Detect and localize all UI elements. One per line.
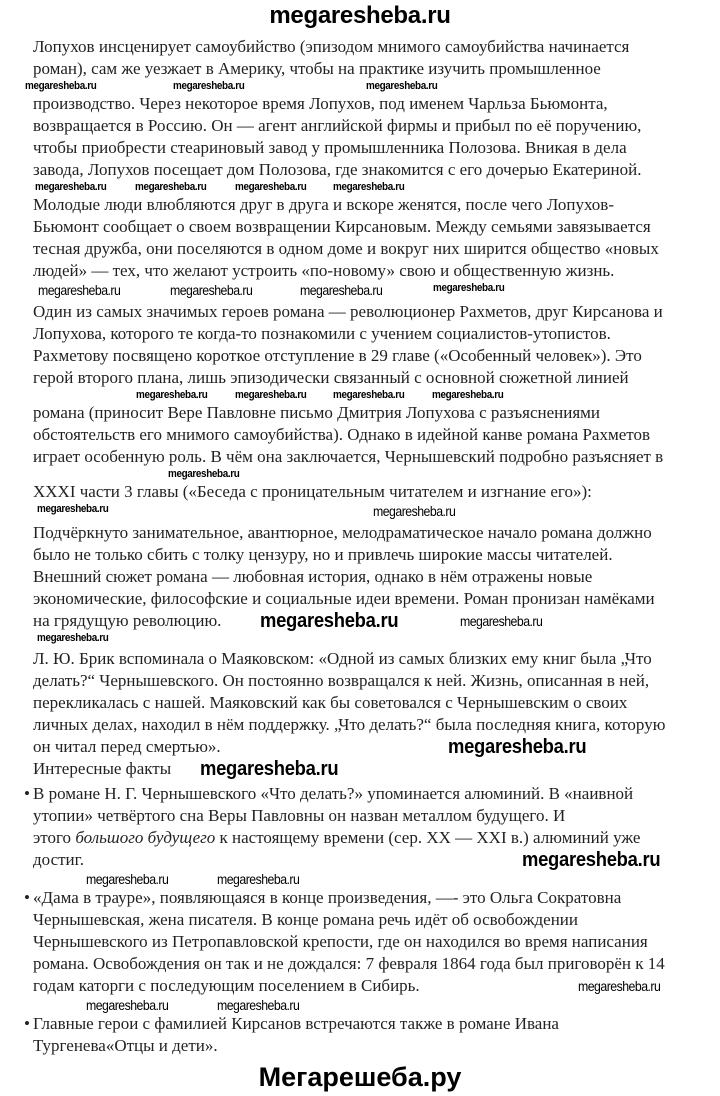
text-line: В романе Н. Г. Чернышевского «Что делать?» упоминается алюминий. В «наивной [33,784,634,803]
watermark: megaresheba.ru [35,181,107,193]
text-line: Главные герои с фамилией Кирсанов встречаются также в романе Ивана [33,1014,559,1033]
fact-item [0,1013,720,1057]
watermark: megaresheba.ru [235,181,307,193]
watermark: megaresheba.ru [432,389,504,401]
site-footer: Мегарешеба.ру [258,1062,462,1092]
watermark-row [0,389,720,402]
text-line: Тургенева«Отцы и дети». [33,1036,218,1055]
text-line: Бьюмонт сообщает о своем возвращении Кирсановым. Между семьями завязывается [33,217,651,236]
watermark: megaresheba.ru [170,282,253,298]
text-line: возвращается в Россию. Он — агент английской фирмы и прибыл по её поручению, [33,116,642,135]
watermark: megaresheba.ru [37,632,109,644]
text-line-with-bullet [0,783,720,805]
text-line: он читал перед смертью». [33,737,221,756]
text-line: перекликалась с нашей. Маяковский как бы советовался с Чернышевским о своих [33,693,628,712]
watermark: megaresheba.ru [235,389,307,401]
text-line: Лопухова, которого те когда-то познакомили с учением социалистов-утопистов. [33,324,611,343]
watermark: megaresheba.ru [578,978,661,994]
text-line: герой второго плана, лишь эпизодически связанный с основной сюжетной линией [33,368,629,387]
text-line: Чернышевского из Петропавловской крепости, где он находился во время написания [33,932,648,951]
site-header: megaresheba.ru [269,2,451,29]
watermark: megaresheba.ru [200,758,339,780]
text-line: Рахметову посвящено короткое отступление в 29 главе («Особенный человек»). Это [33,346,642,365]
fact-item [0,783,720,887]
watermark-row [0,632,720,645]
text-line: Внешний сюжет романа — любовная история, однако в нём отражены новые [33,567,593,586]
paragraph-brik [0,648,720,758]
text-line: Чернышевская, жена писателя. В конце романа речь идёт об освобождении [33,910,578,929]
text-line: романа (приносит Вере Павловне письмо Дмитрия Лопухова с разъяснениями [33,403,601,422]
facts-list [0,783,720,1057]
document-body [0,36,720,1057]
watermark: megaresheba.ru [168,468,240,480]
text-line: тесная дружба, они поселяются в одном доме и вокруг них ширится общество «новых [33,239,659,258]
paragraph-lopukhov [0,36,720,298]
text-line: личных делах, находил в нём поддержку. „Что делать?“ была последняя книга, которую [33,715,666,734]
paragraph-quote [0,522,720,645]
text-line: производство. Через некоторое время Лопухов, под именем Чарльза Бьюмонта, [33,94,608,113]
watermark: megaresheba.ru [433,282,505,294]
watermark: megaresheba.ru [333,389,405,401]
watermark-row [0,181,720,194]
text-segment: этого [33,828,76,847]
fact-item [0,887,720,1013]
watermark: megaresheba.ru [86,997,169,1013]
watermark: megaresheba.ru [217,997,300,1013]
watermark: megaresheba.ru [260,610,399,632]
text-line: романа. Освобождения он так и не дождался: 7 февраля 1864 года был приговорён к 14 [33,954,665,973]
text-line: Один из самых значимых героев романа — революционер Рахметов, друг Кирсанова и [33,302,663,321]
watermark-row [0,80,720,93]
section-title: Интересные факты [33,759,172,778]
text-line: играет особенную роль. В чём она заключается, Чернышевский подробно разъясняет в [33,447,664,466]
watermark: megaresheba.ru [136,389,208,401]
watermark: megaresheba.ru [460,613,543,629]
watermark-row [0,282,720,298]
watermark: megaresheba.ru [333,181,405,193]
text-line: достиг. [33,850,84,869]
text-line: роман), сам же уезжает в Америку, чтобы на практике изучить промышленное [33,59,601,78]
text-line-with-bullet [0,1013,720,1035]
text-line-with-bullet [0,887,720,909]
text-segment: к настоящему времени (сер. XX — XXI в.) алюминий уже [215,828,641,847]
watermark-row [0,871,720,887]
text-line: годам каторги с последующим поселением в Сибирь. [33,976,420,995]
watermark: megaresheba.ru [86,871,169,887]
watermark-row [0,468,720,481]
watermark: megaresheba.ru [135,181,207,193]
watermark-row [0,503,720,519]
text-line: Молодые люди влюбляются друг в друга и вскоре женятся, после чего Лопухов- [33,195,614,214]
bullet-icon: • [24,888,30,907]
text-line: «Дама в трауре», появляющаяся в конце произведения, —- это Ольга Сократовна [33,888,622,907]
watermark: megaresheba.ru [300,282,383,298]
paragraph-rakhmetov [0,301,720,519]
text-line: людей» — тех, что желают устроить «по-новому» свою и общественную жизнь. [33,261,615,280]
italic-phrase: большого будущего [75,828,216,847]
watermark-row [0,997,720,1013]
text-line-with-watermarks [0,610,720,632]
text-line: XXXI части 3 главы («Беседа с проницательным читателем и изгнание его»): [33,482,592,501]
section-title-line [0,758,720,780]
watermark: megaresheba.ru [522,849,661,871]
watermark: megaresheba.ru [37,503,109,515]
watermark: megaresheba.ru [373,503,456,519]
text-line: на грядущую революцию. [33,611,222,630]
text-line: Л. Ю. Брик вспоминала о Маяковском: «Одной из самых близких ему книг была „Что [33,649,652,668]
text-line-with-watermark [0,975,720,997]
text-line: Лопухов инсценирует самоубийство (эпизодом мнимого самоубийства начинается [33,37,630,56]
text-line: делать?“ Чернышевского. Он постоянно возвращался к ней. Жизнь, описанная в ней, [33,671,650,690]
text-line: Подчёркнуто занимательное, авантюрное, мелодраматическое начало романа должно [33,523,652,542]
watermark: megaresheba.ru [448,736,587,758]
watermark: megaresheba.ru [25,80,97,92]
text-line: чтобы приобрести стеариновый завод у промышленника Полозова. Вникая в дела [33,138,627,157]
text-line: было не только сбить с толку цензуру, но и привлечь широкие массы читателей. [33,545,613,564]
text-line: обстоятельств его мнимого самоубийства). Однако в идейной канве романа Рахметов [33,425,650,444]
bullet-icon: • [24,1014,30,1033]
text-line: экономические, философские и социальные идеи времени. Роман пронизан намёками [33,589,655,608]
text-line-with-watermark [0,736,720,758]
text-line: утопии» четвёртого сна Веры Павловны он назван металлом будущего. И [33,806,566,825]
text-line-with-watermark [0,849,720,871]
text-line [0,827,720,849]
watermark: megaresheba.ru [38,282,121,298]
watermark: megaresheba.ru [366,80,438,92]
bullet-icon: • [24,784,30,803]
watermark: megaresheba.ru [217,871,300,887]
text-line: завода, Лопухов посещает дом Полозова, где знакомится с его дочерью Екатериной. [33,160,642,179]
watermark: megaresheba.ru [173,80,245,92]
